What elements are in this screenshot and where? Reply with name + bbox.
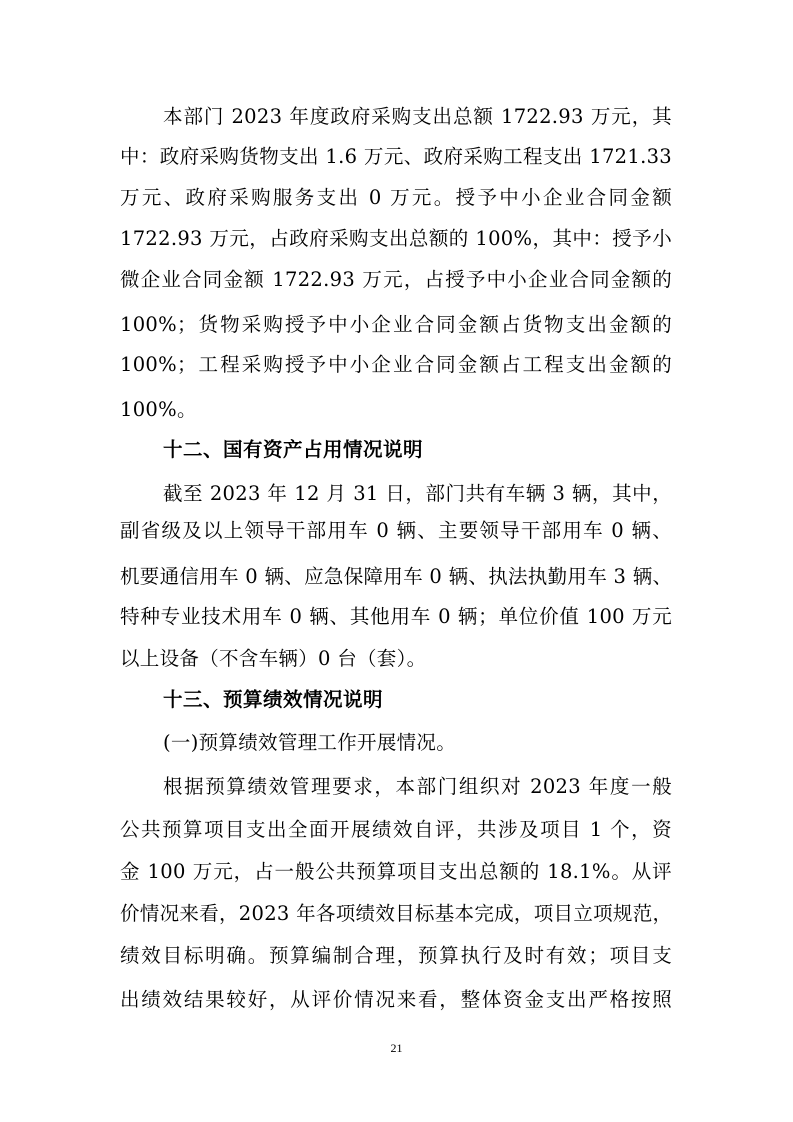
subsection-heading-management: (一)预算绩效管理工作开展情况。 xyxy=(163,731,457,754)
paragraph-vehicles-line-1: 截至 2023 年 12 月 31 日，部门共有车辆 3 辆，其中， xyxy=(163,482,672,505)
paragraph-procurement-line-3: 万元、政府采购服务支出 0 万元。授予中小企业合同金额 xyxy=(120,186,672,209)
paragraph-performance-line-2: 公共预算项目支出全面开展绩效自评，共涉及项目 1 个，资 xyxy=(120,818,672,841)
paragraph-vehicles-line-2: 副省级及以上领导干部用车 0 辆、主要领导干部用车 0 辆、 xyxy=(120,519,672,542)
paragraph-procurement-line-5: 微企业合同金额 1722.93 万元，占授予中小企业合同金额的 xyxy=(120,268,672,291)
paragraph-performance-line-3: 金 100 万元，占一般公共预算项目支出总额的 18.1%。从评 xyxy=(120,860,672,883)
paragraph-procurement-line-2: 中：政府采购货物支出 1.6 万元、政府采购工程支出 1721.33 xyxy=(120,145,672,168)
section-heading-state-assets: 十二、国有资产占用情况说明 xyxy=(163,438,424,461)
paragraph-procurement-line-8: 100%。 xyxy=(120,398,197,421)
paragraph-procurement-line-4: 1722.93 万元，占政府采购支出总额的 100%，其中：授予小 xyxy=(120,227,672,250)
paragraph-vehicles-line-3: 机要通信用车 0 辆、应急保障用车 0 辆、执法执勤用车 3 辆、 xyxy=(120,565,673,588)
page-number: 21 xyxy=(390,1041,403,1055)
paragraph-performance-line-4: 价情况来看，2023 年各项绩效目标基本完成，项目立项规范， xyxy=(120,902,673,925)
paragraph-procurement-line-6: 100%；货物采购授予中小企业合同金额占货物支出金额的 xyxy=(120,313,672,336)
paragraph-procurement-line-7: 100%；工程采购授予中小企业合同金额占工程支出金额的 xyxy=(120,353,672,376)
paragraph-performance-line-6: 出绩效结果较好，从评价情况来看，整体资金支出严格按照 xyxy=(120,988,672,1011)
paragraph-performance-line-5: 绩效目标明确。预算编制合理，预算执行及时有效；项目支 xyxy=(120,944,672,967)
paragraph-vehicles-line-4: 特种专业技术用车 0 辆、其他用车 0 辆；单位价值 100 万元 xyxy=(120,605,672,628)
section-heading-performance: 十三、预算绩效情况说明 xyxy=(163,688,384,711)
paragraph-performance-line-1: 根据预算绩效管理要求，本部门组织对 2023 年度一般 xyxy=(163,775,672,798)
paragraph-vehicles-line-5: 以上设备（不含车辆）0 台（套）。 xyxy=(120,647,427,670)
paragraph-procurement-line-1: 本部门 2023 年度政府采购支出总额 1722.93 万元，其 xyxy=(163,105,672,128)
